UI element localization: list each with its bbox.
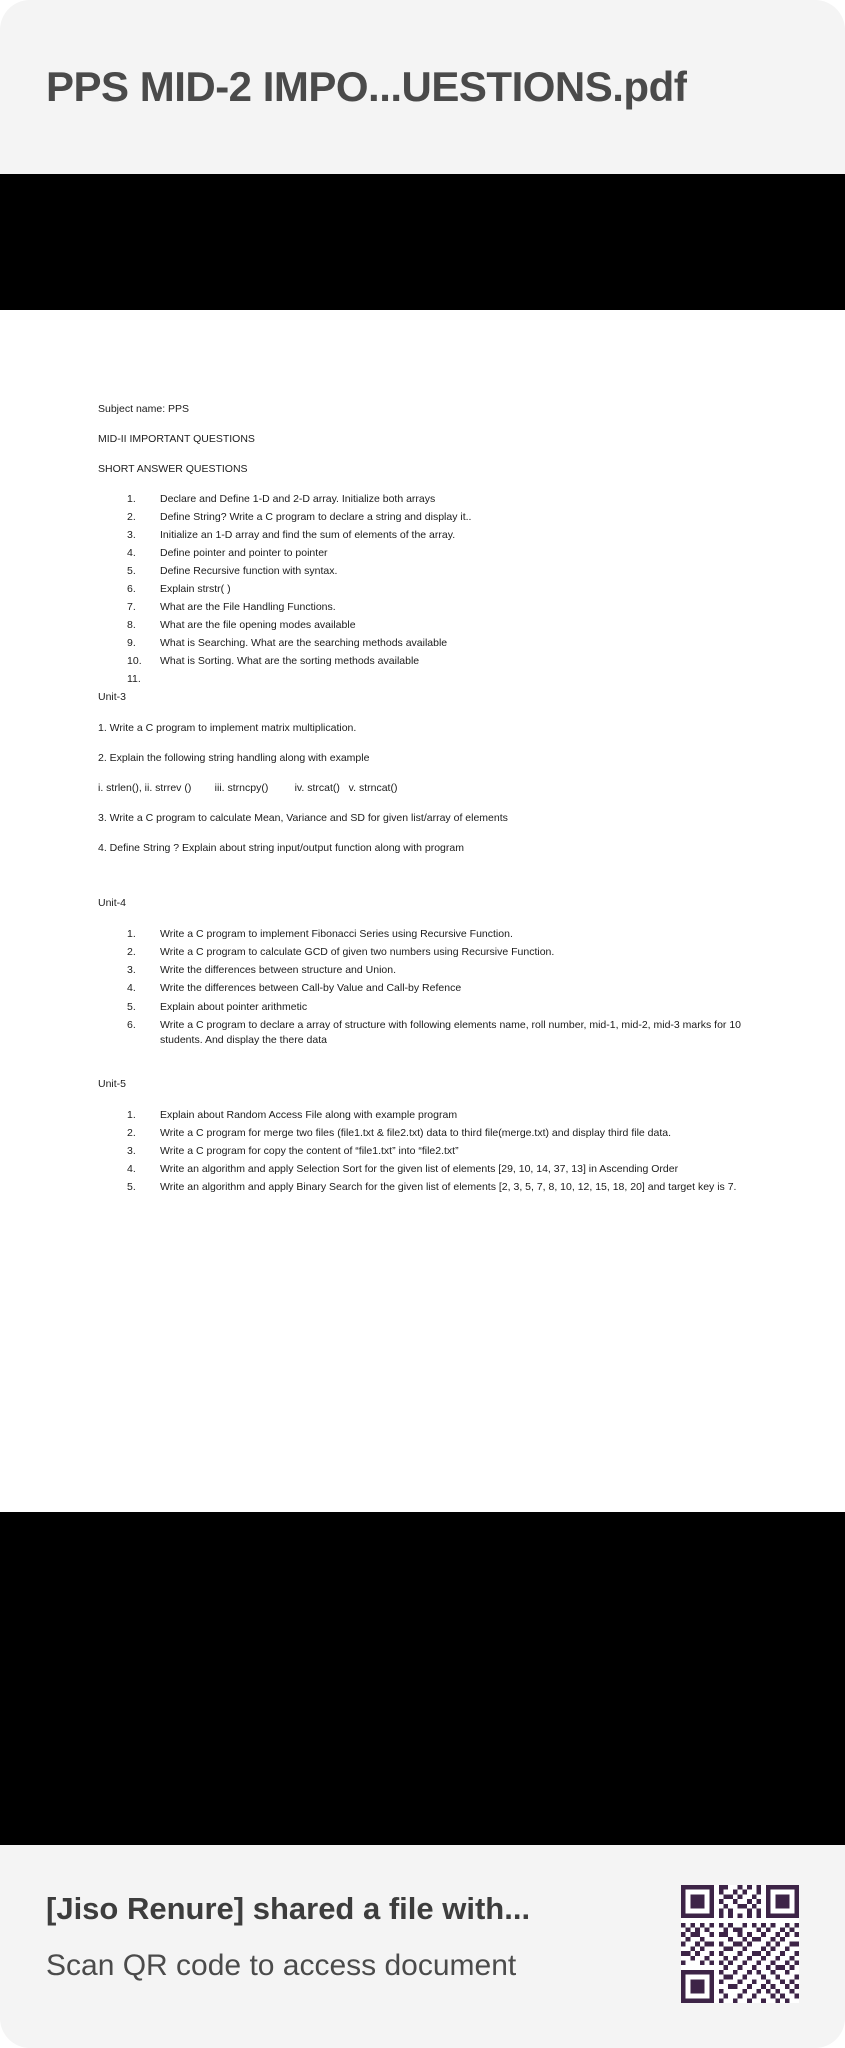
unit4-question-list xyxy=(98,927,768,1048)
list-item: Write an algorithm and apply Selection Sort for the given list of elements [29, 10, 14, 37, 13] in Ascending Order xyxy=(160,1163,679,1176)
list-item: Write an algorithm and apply Binary Search for the given list of elements [2, 3, 5, 7, 8, 10, 12, 15, 18, 20] and target key is 7. xyxy=(160,1181,737,1194)
list-item: Write a C program to calculate GCD of given two numbers using Recursive Function. xyxy=(160,946,555,959)
unit3-item: 3. Write a C program to calculate Mean, Variance and SD for given list/array of elements xyxy=(98,811,508,824)
list-item: Explain about Random Access File along with example program xyxy=(160,1109,458,1121)
exam-line: MID-II IMPORTANT QUESTIONS xyxy=(98,432,255,445)
unit3-item: 1. Write a C program to implement matrix multiplication. xyxy=(98,721,357,734)
list-item: What are the file opening modes available xyxy=(160,618,356,631)
document-content xyxy=(98,402,768,1198)
header-card xyxy=(0,0,845,174)
unit3-string-functions: i. strlen(), ii. strrev () iii. strncpy() iv. strcat() v. strncat() xyxy=(98,781,398,794)
list-item: Write the differences between structure and Union. xyxy=(160,964,396,977)
list-item: What is Searching. What are the searching methods available xyxy=(160,636,448,649)
list-item: Define String? Write a C program to declare a string and display it.. xyxy=(160,510,472,523)
list-item: Write a C program for copy the content of “file1.txt” into “file2.txt” xyxy=(160,1145,459,1158)
list-item: What is Sorting. What are the sorting methods available xyxy=(160,655,420,667)
list-item: Explain about pointer arithmetic xyxy=(160,1000,308,1013)
list-item: Write a C program to implement Fibonacci Series using Recursive Function. xyxy=(160,928,513,941)
list-item: Define Recursive function with syntax. xyxy=(160,564,338,577)
unit5-heading: Unit-5 xyxy=(98,1078,127,1091)
list-item: Write a C program for merge two files (file1.txt & file2.txt) data to third file(merge.txt) and display third file data. xyxy=(160,1127,672,1140)
qr-code-icon[interactable] xyxy=(681,1885,799,2003)
list-item: Declare and Define 1-D and 2-D array. Initialize both arrays xyxy=(160,492,436,505)
list-item: What are the File Handling Functions. xyxy=(160,600,336,613)
footer-card xyxy=(0,1845,845,2048)
list-item: Write the differences between Call-by Value and Call-by Refence xyxy=(160,982,462,995)
subject-line: Subject name: PPS xyxy=(98,403,190,415)
footer-text-block xyxy=(46,1891,666,1983)
document-page xyxy=(0,310,845,1512)
list-item: Define pointer and pointer to pointer xyxy=(160,546,328,559)
top-black-band xyxy=(0,174,845,310)
short-answer-question-list xyxy=(98,492,768,670)
unit3-heading: Unit-3 xyxy=(98,691,127,704)
short-answer-heading: SHORT ANSWER QUESTIONS xyxy=(98,462,248,475)
bottom-black-band xyxy=(0,1512,845,1845)
list-item: Explain strstr( ) xyxy=(160,582,231,595)
page-title: PPS MID-2 IMPO...UESTIONS.pdf xyxy=(46,63,688,110)
scan-message: Scan QR code to access document xyxy=(46,1949,517,1982)
share-message: [Jiso Renure] shared a file with... xyxy=(46,1891,531,1926)
unit4-heading: Unit-4 xyxy=(98,897,127,910)
list-item: Write a C program to declare a array of structure with following elements name, roll number, mid-1, mid-2, mid-3 marks for 10 students. And display the there data xyxy=(160,1018,742,1047)
unit5-question-list xyxy=(98,1108,768,1196)
unit3-item: 2. Explain the following string handling along with example xyxy=(98,751,370,764)
list-item: Initialize an 1-D array and find the sum of elements of the array. xyxy=(160,528,456,541)
unit3-item: 4. Define String ? Explain about string input/output function along with program xyxy=(98,841,464,854)
